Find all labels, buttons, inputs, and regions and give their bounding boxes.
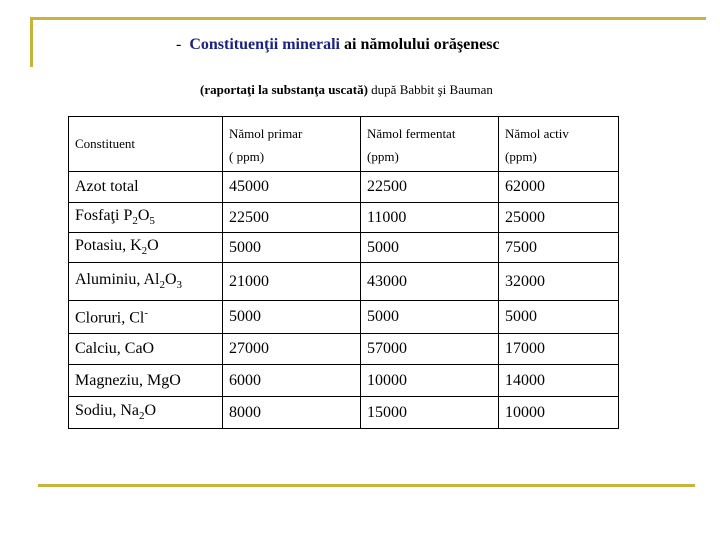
constituents-table	[68, 116, 619, 429]
value-cell: 27000	[223, 334, 361, 365]
value-cell: 22500	[361, 172, 499, 203]
constituent-name-cell	[69, 397, 223, 429]
constituent-name-cell	[69, 365, 223, 397]
table-row	[69, 203, 619, 233]
constituent-name: Aluminiu, Al	[75, 271, 160, 289]
value-cell: 21000	[223, 263, 361, 301]
constituent-mid: O	[142, 340, 155, 357]
frame-bottom-line	[38, 484, 695, 487]
table-row	[69, 365, 619, 397]
constituent-name: Magneziu, Mg	[75, 371, 170, 389]
value-cell: 6000	[223, 365, 361, 397]
value-cell: 62000	[499, 172, 619, 203]
frame-left-line	[30, 17, 33, 67]
value-cell: 45000	[223, 172, 361, 203]
subtitle-bold: (raportaţi la substanţa uscată)	[200, 82, 368, 97]
constituent-name-cell	[69, 334, 223, 365]
header-cell-namol-activ: Nămol activ (ppm)	[499, 117, 619, 172]
value-cell: 5000	[361, 301, 499, 334]
value-cell: 8000	[223, 397, 361, 429]
constituent-name: Sodiu, Na	[75, 402, 139, 420]
page-title	[176, 36, 500, 54]
table-row	[69, 397, 619, 429]
constituent-name-cell	[69, 172, 223, 203]
value-cell: 11000	[361, 203, 499, 233]
value-cell: 10000	[499, 397, 619, 429]
constituent-name: Cloruri, Cl	[75, 309, 145, 327]
value-cell: 25000	[499, 203, 619, 233]
constituent-sub2: 5	[149, 215, 155, 228]
constituent-name-cell	[69, 263, 223, 301]
constituent-sup: -	[144, 306, 149, 319]
constituent-name: Fosfaţi P	[75, 207, 133, 225]
constituent-mid: O	[144, 402, 157, 420]
table-row	[69, 301, 619, 334]
constituent-mid: O	[169, 371, 181, 389]
table-row	[69, 263, 619, 301]
value-cell: 17000	[499, 334, 619, 365]
value-cell: 5000	[223, 233, 361, 263]
value-cell: 5000	[499, 301, 619, 334]
constituent-name: Calciu, Ca	[75, 340, 143, 357]
table-row	[69, 233, 619, 263]
constituent-sub1: 2	[139, 410, 145, 423]
constituent-sub1: 2	[132, 215, 138, 228]
value-cell: 7500	[499, 233, 619, 263]
constituent-name-cell	[69, 203, 223, 233]
header-cell-constituent: Constituent	[69, 117, 223, 172]
value-cell: 32000	[499, 263, 619, 301]
value-cell: 5000	[361, 233, 499, 263]
constituent-mid: O	[147, 237, 159, 255]
value-cell: 15000	[361, 397, 499, 429]
table-row	[69, 334, 619, 365]
constituent-name: Azot total	[75, 178, 139, 195]
header-cell-namol-fermentat: Nămol fermentat (ppm)	[361, 117, 499, 172]
frame-top-line	[30, 17, 706, 20]
value-cell: 5000	[223, 301, 361, 334]
header-cell-namol-primar: Nămol primar ( ppm)	[223, 117, 361, 172]
constituent-sub1: 2	[141, 245, 148, 258]
value-cell: 14000	[499, 365, 619, 397]
value-cell: 43000	[361, 263, 499, 301]
constituent-sub1: 2	[159, 279, 165, 292]
table-row	[69, 172, 619, 203]
constituent-name-cell	[69, 301, 223, 334]
constituent-name: Potasiu, K	[75, 237, 142, 255]
subtitle-rest: după Babbit şi Bauman	[371, 82, 493, 97]
title-part-2: ai nămolului orăşenesc	[344, 36, 500, 53]
constituent-mid: O	[137, 207, 150, 225]
constituent-mid: O	[164, 271, 177, 289]
value-cell: 22500	[223, 203, 361, 233]
table-header-row	[69, 117, 619, 172]
constituent-sub2: 3	[176, 279, 183, 292]
page-subtitle	[200, 82, 493, 98]
value-cell: 10000	[361, 365, 499, 397]
constituent-name-cell	[69, 233, 223, 263]
title-dash: -	[176, 36, 182, 53]
value-cell: 57000	[361, 334, 499, 365]
title-part-1: Constituenţii minerali	[189, 36, 340, 53]
